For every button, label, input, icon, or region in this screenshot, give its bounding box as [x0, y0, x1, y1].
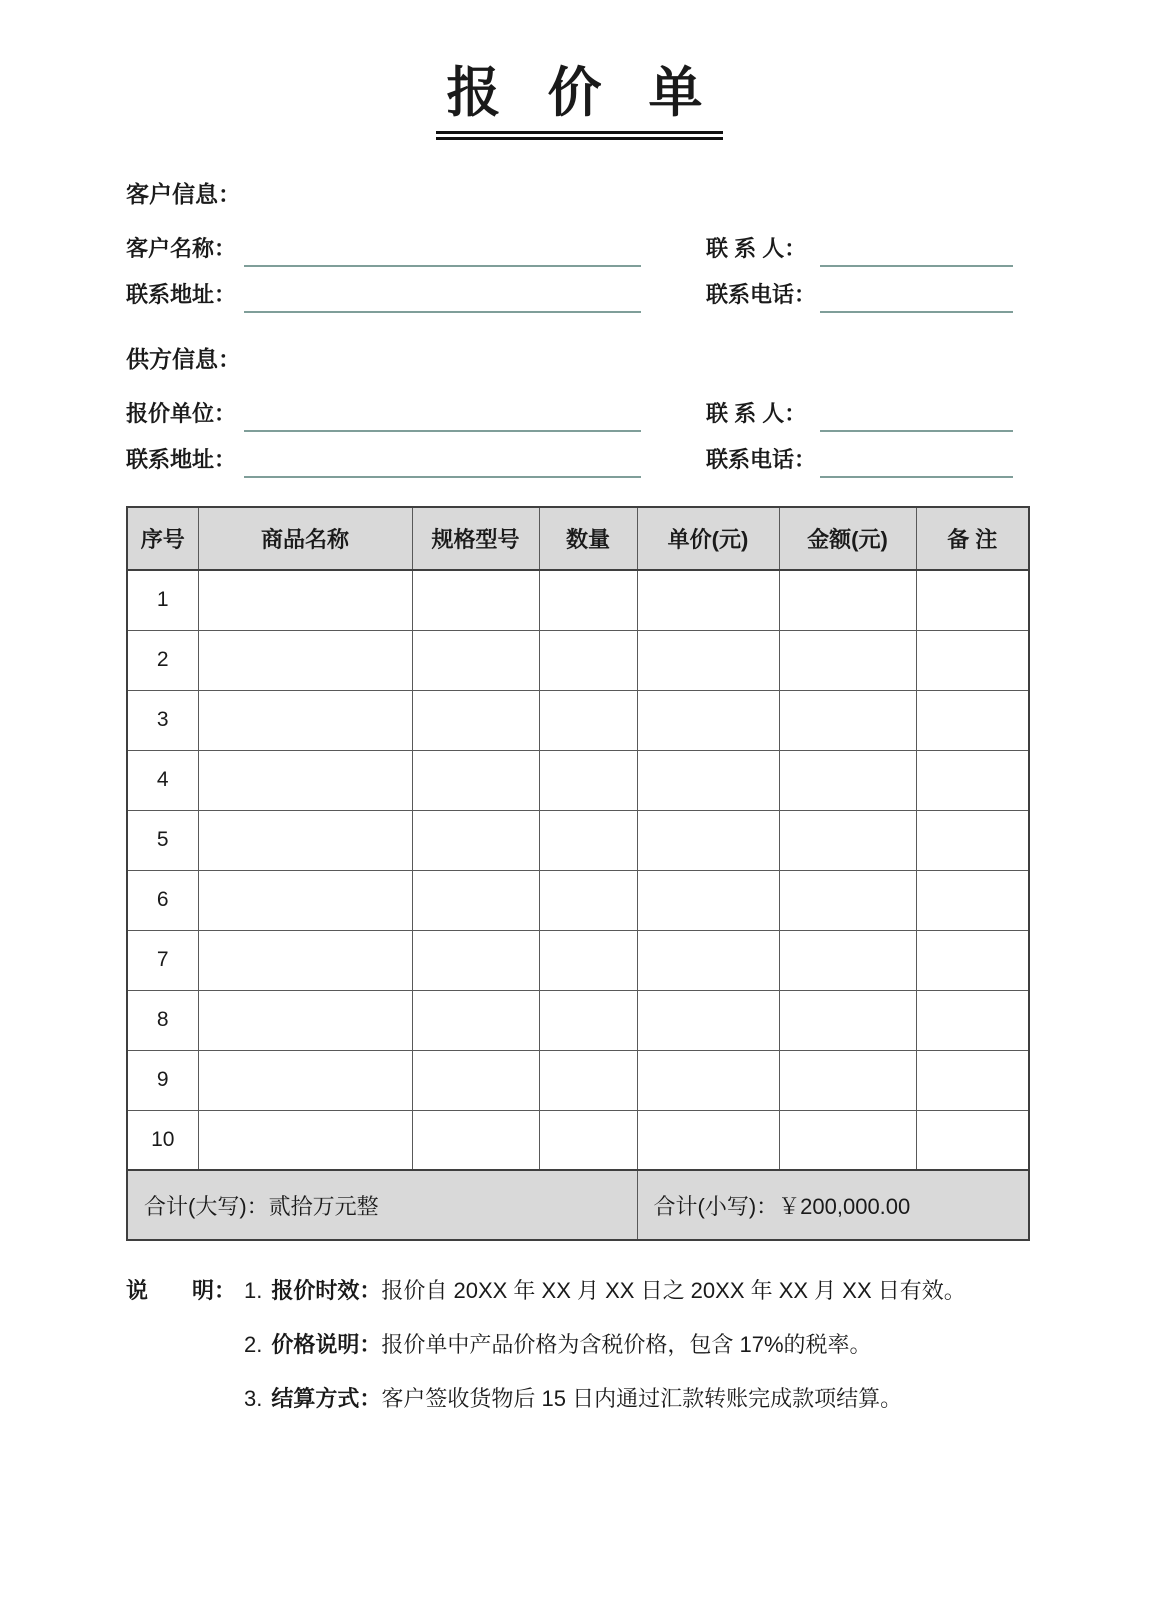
total-in-figures-value: ￥200,000.00: [778, 1193, 911, 1219]
supplier-address-label: 联系地址：: [126, 447, 237, 473]
empty-cell: [539, 630, 637, 690]
empty-cell: [916, 690, 1029, 750]
supplier-address-blank-line: [244, 450, 641, 478]
row-number-cell: 3: [127, 690, 198, 750]
empty-cell: [412, 630, 539, 690]
note-title: 报价时效：: [271, 1278, 382, 1304]
empty-cell: [779, 870, 916, 930]
empty-cell: [198, 990, 412, 1050]
empty-cell: [637, 810, 779, 870]
empty-cell: [779, 690, 916, 750]
note-number: 1.: [244, 1278, 263, 1304]
row-number-cell: 4: [127, 750, 198, 810]
empty-cell: [916, 990, 1029, 1050]
row-number-cell: 2: [127, 630, 198, 690]
note-item-1: [244, 1275, 966, 1307]
quotation-table: [126, 506, 1030, 1241]
table-row: [127, 990, 1029, 1050]
note-item-2: [244, 1329, 966, 1361]
empty-cell: [637, 690, 779, 750]
supplier-info-section: [126, 341, 1033, 480]
supplier-contact-person-label: 联 系 人：: [706, 401, 807, 427]
customer-name-blank-line: [244, 239, 641, 267]
empty-cell: [539, 1050, 637, 1110]
header-quantity: 数量: [539, 507, 637, 570]
note-title: 价格说明：: [271, 1332, 382, 1358]
empty-cell: [916, 1050, 1029, 1110]
empty-cell: [916, 870, 1029, 930]
note-number: 2.: [244, 1332, 263, 1358]
customer-name-label: 客户名称：: [126, 236, 237, 262]
empty-cell: [637, 750, 779, 810]
empty-cell: [916, 1110, 1029, 1170]
note-text: 报价自 20XX 年 XX 月 XX 日之 20XX 年 XX 月 XX 日有效。: [381, 1278, 966, 1304]
notes-section: [126, 1275, 1033, 1437]
empty-cell: [412, 990, 539, 1050]
empty-cell: [539, 990, 637, 1050]
empty-cell: [637, 870, 779, 930]
customer-info-section: [126, 176, 1033, 315]
row-number-cell: 5: [127, 810, 198, 870]
supplier-contact-person-blank-line: [820, 404, 1013, 432]
empty-cell: [198, 570, 412, 630]
empty-cell: [198, 810, 412, 870]
empty-cell: [916, 930, 1029, 990]
empty-cell: [637, 990, 779, 1050]
empty-cell: [412, 1110, 539, 1170]
empty-cell: [779, 1050, 916, 1110]
table-footer: [127, 1170, 1029, 1240]
empty-cell: [412, 690, 539, 750]
empty-cell: [916, 570, 1029, 630]
header-unit-price: 单价(元): [637, 507, 779, 570]
title-block: [126, 62, 1033, 140]
table-row: [127, 570, 1029, 630]
total-in-figures-cell: [637, 1170, 1029, 1240]
empty-cell: [637, 1050, 779, 1110]
empty-cell: [412, 810, 539, 870]
empty-cell: [779, 630, 916, 690]
empty-cell: [779, 1110, 916, 1170]
table-row: [127, 1050, 1029, 1110]
customer-address-label: 联系地址：: [126, 282, 237, 308]
table-header: [127, 507, 1029, 570]
row-number-cell: 10: [127, 1110, 198, 1170]
row-number-cell: 7: [127, 930, 198, 990]
supplier-row-1: [126, 388, 1033, 434]
supplier-company-label: 报价单位：: [126, 401, 237, 427]
table-body: [127, 570, 1029, 1170]
total-in-words-cell: [127, 1170, 637, 1240]
customer-row-1: [126, 223, 1033, 269]
empty-cell: [198, 750, 412, 810]
empty-cell: [779, 750, 916, 810]
table-header-row: [127, 507, 1029, 570]
empty-cell: [198, 630, 412, 690]
customer-contact-person-label: 联 系 人：: [706, 236, 807, 262]
empty-cell: [539, 690, 637, 750]
total-in-words-value: 贰拾万元整: [268, 1193, 379, 1219]
empty-cell: [539, 750, 637, 810]
note-text: 客户签收货物后 15 日内通过汇款转账完成款项结算。: [381, 1386, 903, 1412]
customer-row-2: [126, 269, 1033, 315]
row-number-cell: 9: [127, 1050, 198, 1110]
empty-cell: [539, 810, 637, 870]
header-product-name: 商品名称: [198, 507, 412, 570]
supplier-company-blank-line: [244, 404, 641, 432]
empty-cell: [539, 1110, 637, 1170]
supplier-section-heading: 供方信息：: [126, 346, 241, 373]
page-title: 报 价 单: [436, 62, 722, 140]
table-row: [127, 810, 1029, 870]
empty-cell: [637, 1110, 779, 1170]
empty-cell: [539, 570, 637, 630]
empty-cell: [412, 750, 539, 810]
note-item-3: [244, 1383, 966, 1415]
supplier-phone-blank-line: [820, 450, 1013, 478]
table-row: [127, 870, 1029, 930]
table-row: [127, 690, 1029, 750]
empty-cell: [539, 870, 637, 930]
customer-address-blank-line: [244, 285, 641, 313]
empty-cell: [412, 1050, 539, 1110]
table-row: [127, 630, 1029, 690]
note-text: 报价单中产品价格为含税价格，包含 17%的税率。: [381, 1332, 872, 1358]
empty-cell: [779, 570, 916, 630]
empty-cell: [779, 930, 916, 990]
row-number-cell: 6: [127, 870, 198, 930]
table-row: [127, 750, 1029, 810]
header-amount: 金额(元): [779, 507, 916, 570]
row-number-cell: 1: [127, 570, 198, 630]
empty-cell: [637, 930, 779, 990]
supplier-row-2: [126, 434, 1033, 480]
customer-section-heading: 客户信息：: [126, 181, 241, 208]
header-serial-number: 序号: [127, 507, 198, 570]
empty-cell: [198, 870, 412, 930]
empty-cell: [916, 630, 1029, 690]
empty-cell: [412, 870, 539, 930]
empty-cell: [539, 930, 637, 990]
empty-cell: [916, 810, 1029, 870]
summary-row: [127, 1170, 1029, 1240]
empty-cell: [637, 630, 779, 690]
note-number: 3.: [244, 1386, 263, 1412]
notes-label: 说 明：: [126, 1278, 237, 1304]
empty-cell: [198, 930, 412, 990]
empty-cell: [412, 930, 539, 990]
row-number-cell: 8: [127, 990, 198, 1050]
empty-cell: [779, 810, 916, 870]
customer-phone-blank-line: [820, 285, 1013, 313]
notes-list: [244, 1275, 966, 1437]
header-spec-model: 规格型号: [412, 507, 539, 570]
table-row: [127, 930, 1029, 990]
empty-cell: [412, 570, 539, 630]
note-title: 结算方式：: [271, 1386, 382, 1412]
total-in-figures-label: 合计(小写)：: [653, 1193, 779, 1219]
empty-cell: [779, 990, 916, 1050]
empty-cell: [916, 750, 1029, 810]
empty-cell: [637, 570, 779, 630]
empty-cell: [198, 1110, 412, 1170]
customer-phone-label: 联系电话：: [706, 282, 817, 308]
customer-contact-person-blank-line: [820, 239, 1013, 267]
total-in-words-label: 合计(大写)：: [144, 1193, 269, 1219]
empty-cell: [198, 1050, 412, 1110]
table-row: [127, 1110, 1029, 1170]
empty-cell: [198, 690, 412, 750]
supplier-phone-label: 联系电话：: [706, 447, 817, 473]
header-remarks: 备 注: [916, 507, 1029, 570]
